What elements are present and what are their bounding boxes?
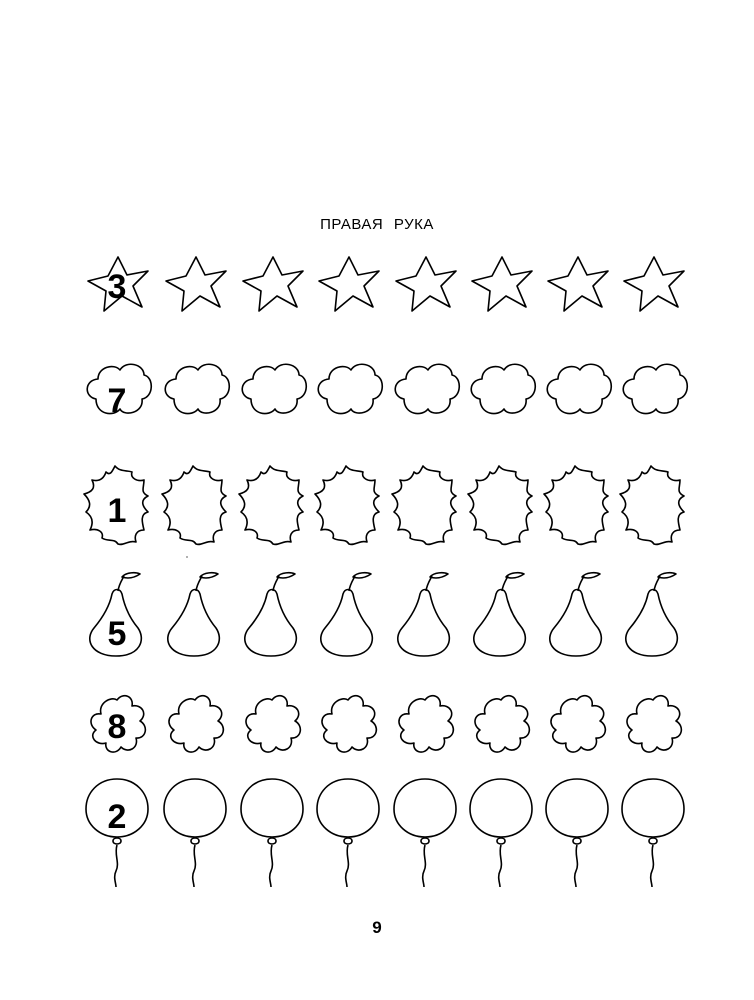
pear-icon	[313, 570, 383, 660]
blank-shape	[160, 245, 230, 365]
shape-number: 2	[107, 798, 127, 836]
flower-icon	[237, 690, 307, 760]
blank-shape	[390, 245, 460, 365]
shape-number: 8	[107, 708, 127, 746]
flower-icon	[466, 690, 536, 760]
leaf-icon	[542, 460, 612, 550]
blank-shape	[618, 570, 688, 690]
flower-icon	[160, 690, 230, 760]
star-icon	[542, 245, 612, 315]
heading-word: РУКА	[393, 216, 434, 233]
shape-number: 3	[107, 268, 127, 306]
balloon-icon	[466, 775, 536, 885]
star-icon	[618, 245, 688, 315]
cloud-icon	[237, 355, 307, 425]
blank-shape	[160, 775, 230, 895]
numbered-shape	[82, 775, 152, 895]
blank-shape	[466, 460, 536, 580]
blank-shape	[313, 775, 383, 895]
page-heading	[0, 216, 754, 233]
shape-row	[0, 355, 754, 475]
pear-icon	[237, 570, 307, 660]
blank-shape	[542, 355, 612, 475]
blank-shape	[542, 460, 612, 580]
blank-shape	[313, 460, 383, 580]
flower-icon	[390, 690, 460, 760]
blank-shape	[313, 245, 383, 365]
cloud-icon	[160, 355, 230, 425]
numbered-shape	[82, 460, 152, 580]
blank-shape	[237, 355, 307, 475]
blank-shape	[160, 460, 230, 580]
blank-shape	[466, 355, 536, 475]
pear-icon	[160, 570, 230, 660]
leaf-icon	[618, 460, 688, 550]
leaf-icon	[313, 460, 383, 550]
numbered-shape	[82, 245, 152, 365]
blank-shape	[237, 460, 307, 580]
blank-shape	[237, 775, 307, 895]
cloud-icon	[390, 355, 460, 425]
shape-number: 7	[107, 382, 127, 420]
shape-number: 1	[107, 492, 127, 530]
star-icon	[160, 245, 230, 315]
cloud-icon	[466, 355, 536, 425]
balloon-icon	[618, 775, 688, 885]
blank-shape	[237, 245, 307, 365]
star-icon	[313, 245, 383, 315]
flower-icon	[542, 690, 612, 760]
shape-row	[0, 570, 754, 690]
shape-number: 5	[107, 615, 127, 653]
blank-shape	[466, 570, 536, 690]
blank-shape	[542, 775, 612, 895]
cloud-icon	[542, 355, 612, 425]
leaf-icon	[160, 460, 230, 550]
pear-icon	[542, 570, 612, 660]
flower-icon	[618, 690, 688, 760]
numbered-shape	[82, 570, 152, 690]
blank-shape	[542, 570, 612, 690]
blank-shape	[618, 355, 688, 475]
balloon-icon	[313, 775, 383, 885]
star-icon	[237, 245, 307, 315]
pear-icon	[618, 570, 688, 660]
balloon-icon	[542, 775, 612, 885]
heading-word: ПРАВАЯ	[320, 216, 384, 233]
leaf-icon	[390, 460, 460, 550]
blank-shape	[466, 245, 536, 365]
blank-shape	[390, 460, 460, 580]
blank-shape	[390, 570, 460, 690]
cloud-icon	[618, 355, 688, 425]
balloon-icon	[160, 775, 230, 885]
star-icon	[466, 245, 536, 315]
blank-shape	[160, 355, 230, 475]
blank-shape	[466, 775, 536, 895]
numbered-shape	[82, 355, 152, 475]
star-icon	[390, 245, 460, 315]
page-number: 9	[372, 918, 382, 937]
shape-row	[0, 460, 754, 580]
blank-shape	[237, 570, 307, 690]
blank-shape	[618, 775, 688, 895]
shape-row	[0, 245, 754, 365]
leaf-icon	[237, 460, 307, 550]
blank-shape	[313, 355, 383, 475]
blank-shape	[618, 245, 688, 365]
flower-icon	[313, 690, 383, 760]
shape-row	[0, 775, 754, 895]
pear-icon	[390, 570, 460, 660]
pear-icon	[466, 570, 536, 660]
leaf-icon	[466, 460, 536, 550]
print-speck	[186, 556, 188, 558]
blank-shape	[313, 570, 383, 690]
balloon-icon	[390, 775, 460, 885]
blank-shape	[160, 570, 230, 690]
cloud-icon	[313, 355, 383, 425]
blank-shape	[542, 245, 612, 365]
balloon-icon	[237, 775, 307, 885]
blank-shape	[390, 355, 460, 475]
blank-shape	[618, 460, 688, 580]
blank-shape	[390, 775, 460, 895]
